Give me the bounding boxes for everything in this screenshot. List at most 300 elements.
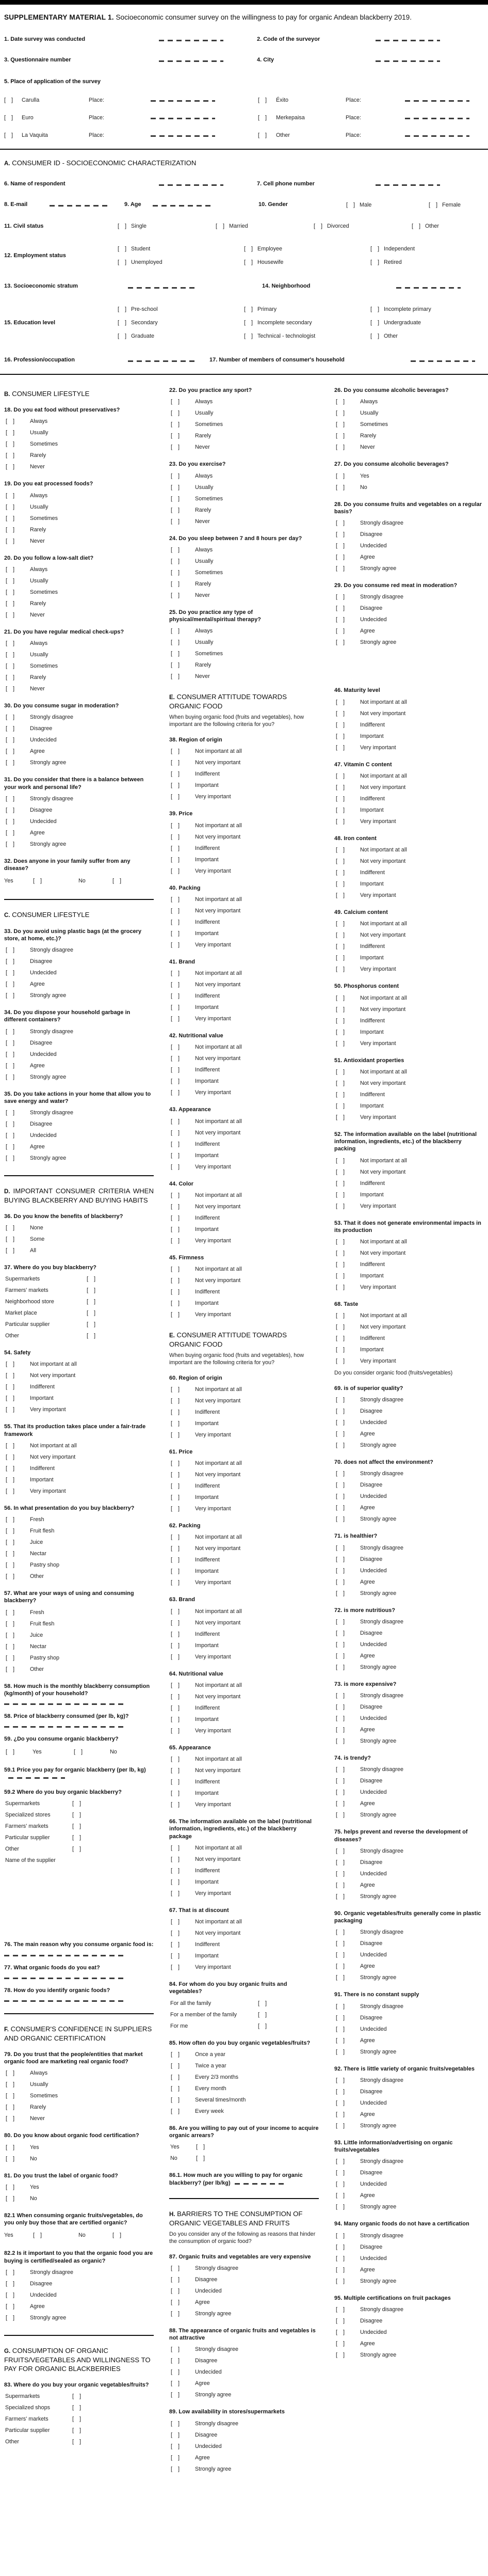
checkbox[interactable] — [412, 223, 420, 229]
answer-line[interactable] — [151, 118, 215, 119]
checkbox[interactable] — [336, 1273, 345, 1279]
checkbox[interactable] — [171, 942, 180, 948]
checkbox[interactable] — [6, 1155, 14, 1161]
checkbox[interactable] — [171, 662, 180, 668]
checkbox[interactable] — [171, 1654, 180, 1660]
checkbox[interactable] — [6, 1666, 14, 1672]
checkbox[interactable] — [171, 2051, 180, 2058]
checkbox[interactable] — [4, 115, 13, 121]
checkbox[interactable] — [171, 1289, 180, 1295]
checkbox[interactable] — [336, 594, 345, 600]
checkbox[interactable] — [336, 2192, 345, 2199]
checkbox[interactable] — [336, 921, 345, 927]
checkbox[interactable] — [171, 1044, 180, 1050]
answer-line[interactable] — [128, 360, 195, 362]
checkbox[interactable] — [171, 570, 180, 576]
checkbox[interactable] — [6, 760, 14, 766]
checkbox[interactable] — [118, 223, 126, 229]
checkbox[interactable] — [171, 2369, 180, 2375]
checkbox[interactable] — [336, 1018, 345, 1024]
checkbox[interactable] — [6, 2115, 14, 2122]
checkbox[interactable] — [6, 1051, 14, 1057]
checkbox[interactable] — [336, 2233, 345, 2239]
checkbox[interactable] — [118, 306, 126, 312]
checkbox[interactable] — [72, 2427, 81, 2433]
checkbox[interactable] — [336, 1080, 345, 1086]
checkbox[interactable] — [87, 1299, 95, 1305]
checkbox[interactable] — [6, 1063, 14, 1069]
checkbox[interactable] — [6, 2303, 14, 2310]
checkbox[interactable] — [336, 2037, 345, 2044]
checkbox[interactable] — [6, 2195, 14, 2202]
checkbox[interactable] — [336, 1653, 345, 1659]
checkbox[interactable] — [336, 807, 345, 813]
checkbox[interactable] — [336, 520, 345, 526]
checkbox[interactable] — [6, 1465, 14, 1472]
checkbox[interactable] — [336, 1516, 345, 1522]
answer-line[interactable] — [396, 287, 461, 289]
checkbox[interactable] — [336, 1324, 345, 1330]
checkbox[interactable] — [336, 2278, 345, 2284]
checkbox[interactable] — [6, 538, 14, 544]
checkbox[interactable] — [336, 2100, 345, 2106]
checkbox[interactable] — [171, 433, 180, 439]
checkbox[interactable] — [4, 132, 13, 138]
checkbox[interactable] — [336, 639, 345, 645]
checkbox[interactable] — [171, 1067, 180, 1073]
checkbox[interactable] — [336, 1619, 345, 1625]
checkbox[interactable] — [336, 932, 345, 938]
checkbox[interactable] — [336, 1471, 345, 1477]
checkbox[interactable] — [6, 504, 14, 510]
checkbox[interactable] — [6, 578, 14, 584]
checkbox[interactable] — [171, 1238, 180, 1244]
checkbox[interactable] — [171, 1801, 180, 1808]
checkbox[interactable] — [336, 2329, 345, 2335]
checkbox[interactable] — [171, 1608, 180, 1615]
checkbox[interactable] — [72, 1800, 81, 1807]
checkbox[interactable] — [336, 444, 345, 450]
checkbox[interactable] — [336, 1641, 345, 1648]
checkbox[interactable] — [171, 2380, 180, 2387]
checkbox[interactable] — [336, 881, 345, 887]
checkbox[interactable] — [6, 796, 14, 802]
checkbox[interactable] — [336, 870, 345, 876]
checkbox[interactable] — [6, 652, 14, 658]
checkbox[interactable] — [171, 1568, 180, 1574]
checkbox[interactable] — [336, 421, 345, 428]
answer-line[interactable] — [405, 100, 469, 102]
checkbox[interactable] — [336, 1192, 345, 1198]
checkbox[interactable] — [6, 1074, 14, 1080]
checkbox[interactable] — [6, 841, 14, 847]
checkbox[interactable] — [6, 566, 14, 573]
checkbox[interactable] — [6, 947, 14, 953]
checkbox[interactable] — [171, 410, 180, 416]
checkbox[interactable] — [6, 1395, 14, 1401]
checkbox[interactable] — [336, 2352, 345, 2358]
checkbox[interactable] — [370, 259, 379, 265]
checkbox[interactable] — [6, 1621, 14, 1627]
checkbox[interactable] — [171, 2311, 180, 2317]
checkbox[interactable] — [336, 710, 345, 717]
checkbox[interactable] — [171, 1557, 180, 1563]
checkbox[interactable] — [6, 1132, 14, 1139]
checkbox[interactable] — [171, 1534, 180, 1540]
checkbox[interactable] — [6, 1655, 14, 1661]
checkbox[interactable] — [171, 748, 180, 754]
checkbox[interactable] — [346, 202, 355, 208]
checkbox[interactable] — [336, 733, 345, 739]
checkbox[interactable] — [6, 737, 14, 743]
checkbox[interactable] — [6, 686, 14, 692]
checkbox[interactable] — [336, 543, 345, 549]
checkbox[interactable] — [171, 1152, 180, 1159]
checkbox[interactable] — [244, 320, 253, 326]
checkbox[interactable] — [314, 223, 322, 229]
checkbox[interactable] — [336, 1664, 345, 1670]
checkbox[interactable] — [171, 1004, 180, 1010]
checkbox[interactable] — [171, 970, 180, 976]
checkbox[interactable] — [33, 2232, 42, 2238]
checkbox[interactable] — [336, 2158, 345, 2164]
checkbox[interactable] — [171, 1386, 180, 1393]
checkbox[interactable] — [171, 1432, 180, 1438]
checkbox[interactable] — [171, 982, 180, 988]
checkbox[interactable] — [6, 600, 14, 607]
answer-line[interactable] — [4, 1726, 127, 1728]
checkbox[interactable] — [171, 1716, 180, 1722]
checkbox[interactable] — [336, 2267, 345, 2273]
checkbox[interactable] — [6, 640, 14, 646]
checkbox[interactable] — [171, 1545, 180, 1552]
checkbox[interactable] — [6, 1406, 14, 1413]
checkbox[interactable] — [171, 1631, 180, 1637]
checkbox[interactable] — [171, 1118, 180, 1125]
answer-line[interactable] — [4, 1955, 127, 1956]
checkbox[interactable] — [336, 1800, 345, 1807]
checkbox[interactable] — [336, 1493, 345, 1499]
checkbox[interactable] — [171, 1694, 180, 1700]
checkbox[interactable] — [171, 782, 180, 788]
checkbox[interactable] — [171, 1890, 180, 1897]
checkbox[interactable] — [6, 1573, 14, 1579]
checkbox[interactable] — [336, 858, 345, 864]
checkbox[interactable] — [6, 1361, 14, 1367]
checkbox[interactable] — [6, 2269, 14, 2275]
checkbox[interactable] — [171, 2277, 180, 2283]
checkbox[interactable] — [6, 1225, 14, 1231]
checkbox[interactable] — [6, 1632, 14, 1638]
checkbox[interactable] — [171, 930, 180, 937]
checkbox[interactable] — [171, 1215, 180, 1221]
checkbox[interactable] — [171, 1728, 180, 1734]
checkbox[interactable] — [171, 1941, 180, 1948]
checkbox[interactable] — [6, 2093, 14, 2099]
checkbox[interactable] — [171, 1919, 180, 1925]
checkbox[interactable] — [336, 2306, 345, 2313]
checkbox[interactable] — [336, 1103, 345, 1109]
checkbox[interactable] — [336, 1180, 345, 1187]
checkbox[interactable] — [6, 2144, 14, 2151]
checkbox[interactable] — [171, 1016, 180, 1022]
checkbox[interactable] — [258, 132, 267, 138]
checkbox[interactable] — [6, 1110, 14, 1116]
checkbox[interactable] — [171, 444, 180, 450]
checkbox[interactable] — [336, 2123, 345, 2129]
checkbox[interactable] — [336, 2181, 345, 2187]
checkbox[interactable] — [171, 651, 180, 657]
checkbox[interactable] — [72, 1846, 81, 1852]
checkbox[interactable] — [336, 1556, 345, 1562]
checkbox[interactable] — [6, 441, 14, 447]
checkbox[interactable] — [171, 2108, 180, 2114]
checkbox[interactable] — [171, 1620, 180, 1626]
checkbox[interactable] — [336, 1069, 345, 1075]
checkbox[interactable] — [336, 1092, 345, 1098]
answer-line[interactable] — [405, 118, 469, 119]
checkbox[interactable] — [171, 1204, 180, 1210]
checkbox[interactable] — [6, 1528, 14, 1534]
answer-line[interactable] — [4, 1978, 127, 1979]
checkbox[interactable] — [171, 399, 180, 405]
checkbox[interactable] — [196, 2144, 205, 2150]
checkbox[interactable] — [171, 473, 180, 479]
checkbox[interactable] — [33, 878, 42, 884]
checkbox[interactable] — [336, 410, 345, 416]
checkbox[interactable] — [171, 823, 180, 829]
checkbox[interactable] — [336, 1284, 345, 1290]
checkbox[interactable] — [171, 896, 180, 903]
checkbox[interactable] — [6, 2184, 14, 2190]
checkbox[interactable] — [171, 2455, 180, 2461]
checkbox[interactable] — [171, 558, 180, 564]
checkbox[interactable] — [171, 1300, 180, 1306]
checkbox[interactable] — [6, 2315, 14, 2321]
checkbox[interactable] — [6, 830, 14, 836]
checkbox[interactable] — [336, 628, 345, 634]
checkbox[interactable] — [171, 484, 180, 491]
checkbox[interactable] — [6, 527, 14, 533]
checkbox[interactable] — [336, 1778, 345, 1784]
checkbox[interactable] — [336, 1358, 345, 1364]
checkbox[interactable] — [336, 1715, 345, 1721]
checkbox[interactable] — [118, 259, 126, 265]
checkbox[interactable] — [336, 2049, 345, 2055]
checkbox[interactable] — [171, 2358, 180, 2364]
checkbox[interactable] — [171, 421, 180, 428]
checkbox[interactable] — [336, 1766, 345, 1773]
checkbox[interactable] — [336, 818, 345, 825]
checkbox[interactable] — [336, 1704, 345, 1710]
checkbox[interactable] — [216, 223, 224, 229]
checkbox[interactable] — [336, 1313, 345, 1319]
checkbox[interactable] — [171, 919, 180, 925]
checkbox[interactable] — [6, 1643, 14, 1650]
checkbox[interactable] — [6, 2292, 14, 2298]
checkbox[interactable] — [336, 1397, 345, 1403]
checkbox[interactable] — [6, 1144, 14, 1150]
checkbox[interactable] — [171, 1078, 180, 1084]
checkbox[interactable] — [171, 2063, 180, 2069]
checkbox[interactable] — [171, 1277, 180, 1284]
checkbox[interactable] — [171, 771, 180, 777]
checkbox[interactable] — [336, 1727, 345, 1733]
checkbox[interactable] — [370, 320, 379, 326]
checkbox[interactable] — [171, 547, 180, 553]
checkbox[interactable] — [171, 868, 180, 874]
checkbox[interactable] — [171, 581, 180, 587]
checkbox[interactable] — [87, 1276, 95, 1282]
checkbox[interactable] — [6, 2156, 14, 2162]
answer-line[interactable] — [159, 40, 223, 41]
checkbox[interactable] — [171, 1953, 180, 1959]
checkbox[interactable] — [336, 2015, 345, 2021]
checkbox[interactable] — [6, 1562, 14, 1568]
checkbox[interactable] — [6, 1454, 14, 1460]
checkbox[interactable] — [171, 1579, 180, 1586]
answer-line[interactable] — [376, 60, 440, 62]
checkbox[interactable] — [87, 1287, 95, 1293]
checkbox[interactable] — [118, 320, 126, 326]
checkbox[interactable] — [336, 484, 345, 491]
checkbox[interactable] — [171, 1868, 180, 1874]
checkbox[interactable] — [171, 2443, 180, 2449]
checkbox[interactable] — [72, 1812, 81, 1818]
checkbox[interactable] — [336, 892, 345, 898]
checkbox[interactable] — [258, 2000, 267, 2006]
checkbox[interactable] — [74, 1749, 83, 1755]
checkbox[interactable] — [171, 1141, 180, 1147]
checkbox[interactable] — [171, 2299, 180, 2305]
checkbox[interactable] — [6, 1236, 14, 1242]
checkbox[interactable] — [171, 1779, 180, 1785]
checkbox[interactable] — [72, 2405, 81, 2411]
checkbox[interactable] — [6, 992, 14, 999]
checkbox[interactable] — [336, 1812, 345, 1818]
checkbox[interactable] — [336, 1848, 345, 1854]
checkbox[interactable] — [6, 1372, 14, 1379]
checkbox[interactable] — [6, 674, 14, 681]
checkbox[interactable] — [336, 2111, 345, 2117]
checkbox[interactable] — [336, 943, 345, 950]
checkbox[interactable] — [72, 1823, 81, 1829]
checkbox[interactable] — [171, 1483, 180, 1489]
checkbox[interactable] — [336, 399, 345, 405]
checkbox[interactable] — [336, 1579, 345, 1585]
answer-line[interactable] — [376, 40, 440, 41]
checkbox[interactable] — [6, 1488, 14, 1494]
checkbox[interactable] — [336, 2077, 345, 2083]
checkbox[interactable] — [171, 2085, 180, 2092]
checkbox[interactable] — [6, 612, 14, 618]
answer-line[interactable] — [4, 1703, 127, 1705]
checkbox[interactable] — [6, 1384, 14, 1390]
checkbox[interactable] — [336, 1789, 345, 1795]
checkbox[interactable] — [171, 2265, 180, 2271]
checkbox[interactable] — [336, 1006, 345, 1013]
checkbox[interactable] — [171, 2074, 180, 2080]
answer-line[interactable] — [153, 205, 212, 207]
checkbox[interactable] — [171, 628, 180, 634]
answer-line[interactable] — [376, 184, 440, 186]
checkbox[interactable] — [336, 1482, 345, 1488]
answer-line[interactable] — [8, 1777, 65, 1779]
checkbox[interactable] — [171, 794, 180, 800]
checkbox[interactable] — [87, 1310, 95, 1316]
checkbox[interactable] — [171, 2466, 180, 2472]
checkbox[interactable] — [370, 246, 379, 252]
checkbox[interactable] — [370, 333, 379, 339]
checkbox[interactable] — [196, 2155, 205, 2161]
checkbox[interactable] — [336, 1882, 345, 1888]
checkbox[interactable] — [87, 1333, 95, 1339]
checkbox[interactable] — [171, 1856, 180, 1862]
checkbox[interactable] — [336, 433, 345, 439]
checkbox[interactable] — [171, 1130, 180, 1136]
checkbox[interactable] — [171, 592, 180, 598]
checkbox[interactable] — [6, 958, 14, 965]
checkbox[interactable] — [336, 1963, 345, 1969]
checkbox[interactable] — [6, 2104, 14, 2110]
checkbox[interactable] — [171, 1472, 180, 1478]
checkbox[interactable] — [171, 1767, 180, 1774]
checkbox[interactable] — [171, 1164, 180, 1170]
checkbox[interactable] — [336, 1568, 345, 1574]
checkbox[interactable] — [336, 1347, 345, 1353]
checkbox[interactable] — [258, 2012, 267, 2018]
checkbox[interactable] — [336, 2089, 345, 2095]
checkbox[interactable] — [6, 1121, 14, 1127]
checkbox[interactable] — [336, 1250, 345, 1256]
checkbox[interactable] — [6, 1247, 14, 1254]
checkbox[interactable] — [6, 1609, 14, 1616]
checkbox[interactable] — [6, 515, 14, 521]
checkbox[interactable] — [336, 847, 345, 853]
checkbox[interactable] — [6, 725, 14, 732]
checkbox[interactable] — [6, 464, 14, 470]
checkbox[interactable] — [336, 1203, 345, 1209]
answer-line[interactable] — [159, 60, 223, 62]
checkbox[interactable] — [171, 518, 180, 525]
checkbox[interactable] — [4, 97, 13, 103]
checkbox[interactable] — [336, 699, 345, 705]
checkbox[interactable] — [72, 2393, 81, 2399]
answer-line[interactable] — [151, 135, 215, 137]
checkbox[interactable] — [171, 908, 180, 914]
checkbox[interactable] — [171, 845, 180, 851]
checkbox[interactable] — [171, 1845, 180, 1851]
checkbox[interactable] — [336, 966, 345, 972]
checkbox[interactable] — [171, 2432, 180, 2438]
checkbox[interactable] — [336, 2003, 345, 2010]
checkbox[interactable] — [6, 807, 14, 813]
checkbox[interactable] — [336, 2341, 345, 2347]
answer-line[interactable] — [411, 360, 475, 362]
checkbox[interactable] — [336, 1419, 345, 1426]
checkbox[interactable] — [171, 1494, 180, 1500]
answer-line[interactable] — [405, 135, 469, 137]
checkbox[interactable] — [336, 2170, 345, 2176]
checkbox[interactable] — [6, 2081, 14, 2088]
checkbox[interactable] — [336, 1738, 345, 1744]
checkbox[interactable] — [336, 1871, 345, 1877]
answer-line[interactable] — [4, 2000, 127, 2002]
checkbox[interactable] — [6, 663, 14, 669]
answer-line[interactable] — [128, 287, 195, 289]
checkbox[interactable] — [6, 714, 14, 720]
checkbox[interactable] — [336, 1335, 345, 1341]
